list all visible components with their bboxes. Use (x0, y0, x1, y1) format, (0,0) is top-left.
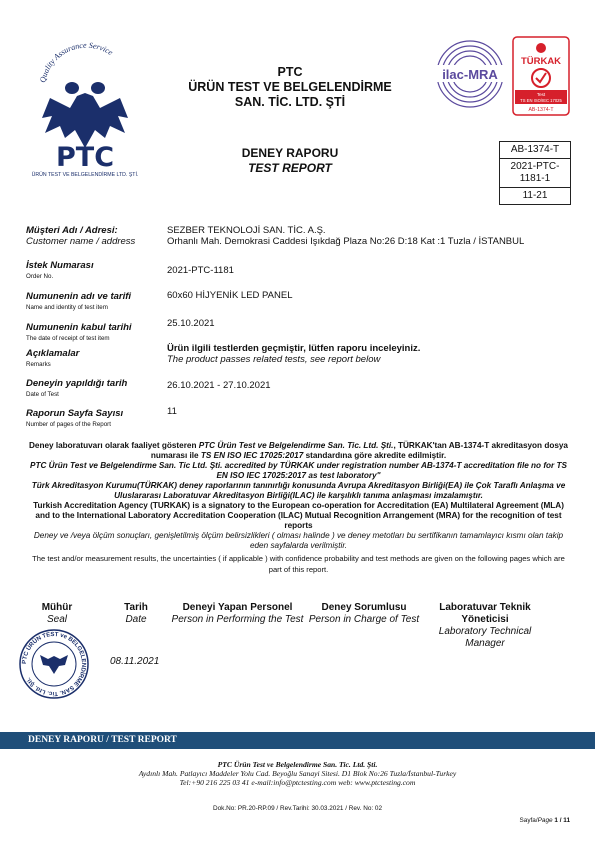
svg-text:TÜRKAK: TÜRKAK (520, 56, 562, 67)
remarks-tr: Ürün ilgili testlerden geçmiştir, lütfen raporu inceleyiniz. (167, 343, 421, 354)
sig-seal: Mühür Seal (41, 602, 73, 625)
svg-text:PTC: PTC (55, 142, 115, 173)
report-period: 11-21 (500, 187, 570, 204)
footer-address (0, 760, 595, 787)
sig-responsible: Deney Sorumlusu Person in Charge of Test (308, 602, 420, 625)
svg-text:Test: Test (536, 92, 546, 97)
sig-performer: Deneyi Yapan Personel Person in Performing the Test (171, 602, 304, 625)
uncertainty-tr: Deney ve /veya ölçüm sonuçları, genişletilmiş ölçüm belirsizlikleri ( olması halinde ) ve deney metotları bu sertifikanın tamamlayıcı kısmı olan takip eden sayfalarda verilmiştir. (33, 531, 564, 550)
turkak-logo (512, 36, 570, 116)
accreditation-statement (26, 441, 571, 575)
company-name (170, 65, 410, 110)
company-line-2: ÜRÜN TEST VE BELGELENDİRME (188, 80, 392, 94)
report-reference-box (499, 141, 571, 205)
customer-label: Müşteri Adı / Adresi: Customer name / address (26, 225, 136, 247)
remarks-en: The product passes related tests, see report below (167, 354, 381, 365)
test-date-label: Deneyin yapıldığı tarih Date of Test (26, 378, 128, 398)
accreditation-en: PTC Ürün Test ve Belgelendirme San. Tic Ltd. Şti. accredited by TÜRKAK under registration number AB-1374-T accreditation file no for TS EN ISO IEC 17025:2017 as test laboratory" (30, 461, 567, 480)
accreditation-number: AB-1374-T (510, 144, 560, 155)
order-label: İstek Numarası Order No. (26, 260, 94, 280)
svg-text:ilac-MRA: ilac-MRA (442, 67, 498, 82)
remarks-value (167, 343, 577, 365)
test-date-value: 26.10.2021 - 27.10.2021 (167, 380, 271, 391)
remarks-label: Açıklamalar Remarks (26, 348, 80, 368)
pages-value: 11 (167, 406, 177, 417)
report-number: 2021-PTC-1181-1 (500, 158, 570, 187)
customer-value (167, 225, 577, 247)
ilac-mra-logo (430, 38, 510, 110)
report-title-tr: DENEY RAPORU (241, 146, 339, 160)
turkak-ea-tr: Türk Akreditasyon Kurumu(TÜRKAK) deney raporlarının tanınırlığı konusunda Avrupa Akreditasyon Birliği(EA) ile Çok Taraflı Anlaşma ve Uluslararası Laboratuvar Akreditasyon Birliği(ILAC) ile karşılıklı tanıma anlaşması imzalamıştır. (31, 481, 566, 500)
svg-text:ÜRÜN TEST VE BELGELENDİRME LTD: ÜRÜN TEST VE BELGELENDİRME LTD. ŞTİ. (31, 172, 139, 178)
svg-text:TS EN ISO/IEC 17025: TS EN ISO/IEC 17025 (520, 98, 562, 103)
customer-name: SEZBER TEKNOLOJİ SAN. TİC. A.Ş. (167, 225, 326, 236)
receipt-value: 25.10.2021 (167, 318, 215, 329)
company-line-3: SAN. TİC. LTD. ŞTİ (234, 95, 346, 109)
report-title (200, 146, 380, 176)
company-seal (18, 628, 90, 700)
turkak-ea-en: Turkish Accreditation Agency (TURKAK) is a signatory to the European co-operation for Accreditation (EA) Multilateral Agreement (MLA) and to the International Laboratory Accreditation Cooperation (ILAC) Mutual Recognition Arrangement (MRA) for the recognition of test reports (33, 501, 564, 530)
document-number: Dok.No: PR.20-RP.09 / Rev.Tarihi: 30.03.2021 / Rev. No: 02 (212, 805, 383, 812)
svg-text:AB-1374-T: AB-1374-T (528, 107, 554, 113)
report-title-en: TEST REPORT (248, 161, 332, 175)
footer-company: PTC Ürün Test ve Belgelendirme San. Tic. Ltd. Şti. (217, 760, 378, 769)
sig-date: Tarih Date (124, 602, 148, 625)
footer-bar-title: DENEY RAPORU / TEST REPORT (28, 735, 177, 745)
customer-address: Orhanlı Mah. Demokrasi Caddesi Işıkdağ Plaza No:26 D:18 Kat :1 Tuzla / İSTANBUL (167, 236, 525, 247)
item-value: 60x60 HİJYENİK LED PANEL (167, 290, 293, 301)
svg-text:Quality Assurance Service: Quality Assurance Service (38, 40, 115, 84)
accreditation-tr: Deney laboratuvarı olarak faaliyet gösteren PTC Ürün Test ve Belgelendirme San. Tic. Ltd. Şti., TÜRKAK'tan AB-1374-T akreditasyon dosya numarası ile TS EN ISO IEC 17025:2017 standardına göre akredite edilmiştir. (28, 441, 568, 460)
svg-text:PTC ÜRÜN TEST ve BELGELENDİRME: PTC ÜRÜN TEST ve BELGELENDİRME SAN. Tic. Ltd. Şti. (21, 631, 87, 697)
receipt-label: Numunenin kabul tarihi The date of receipt of test item (26, 322, 132, 342)
sig-tech-manager: Laboratuvar Teknik Yöneticisi Laboratory Technical Manager (438, 602, 532, 649)
company-line-1: PTC (277, 65, 303, 79)
footer-address-line: Aydınlı Mah. Patlayıcı Maddeler Yolu Cad. Beyoğlu Sanayi Sitesi. D1 Blok No:26 Tuzla/İstanbul-Turkey (138, 769, 457, 778)
item-label: Numunenin adı ve tarifi Name and identity of test item (26, 291, 132, 311)
page-number: Sayfa/Page 1 / 11 (519, 817, 570, 824)
report-date: 08.11.2021 (110, 656, 160, 667)
footer-bar (0, 732, 595, 749)
pages-label: Raporun Sayfa Sayısı Number of pages of the Report (26, 408, 124, 428)
uncertainty-en: The test and/or measurement results, the uncertainties ( if applicable ) with confidence probability and test methods are given on the following pages which are part of this report. (32, 554, 565, 574)
ptc-logo (30, 38, 140, 178)
footer-contact: Tel:+90 216 225 03 41 e-mail:info@ptctesting.com web: www.ptctesting.com (179, 778, 416, 787)
order-value: 2021-PTC-1181 (167, 265, 234, 276)
